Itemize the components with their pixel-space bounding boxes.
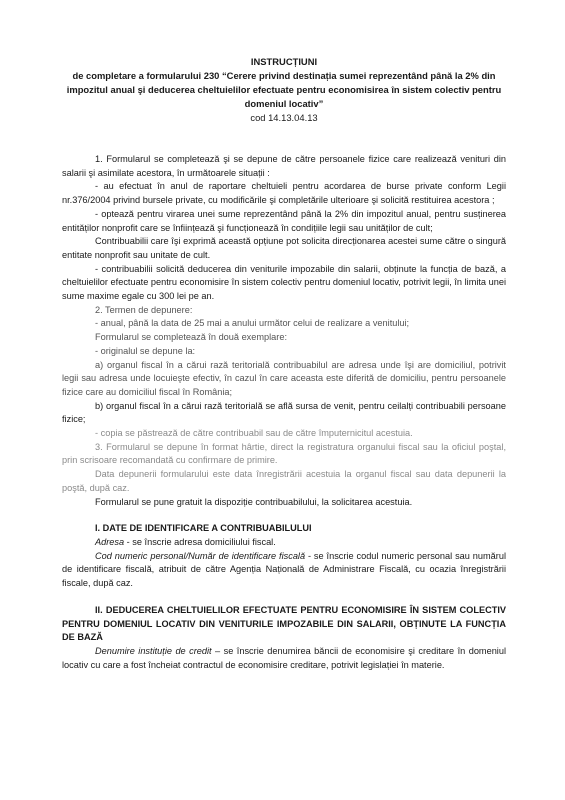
paragraph-anual: - anual, până la data de 25 mai a anului următor celui de realizare a venitului;: [95, 318, 410, 329]
paragraph-data-depunerii: Data depunerii formularului este data înregistrării acestuia la organul fiscal sau data depunerii la poştă, după caz.: [62, 469, 506, 493]
document-subtitle: de completare a formularului 230 “Cerere privind destinația sumei reprezentând până la 2% din impozitul anual şi deducerea cheltuielilor efectuate pentru economisirea în sistem colectiv pentru domeniul locativ”: [66, 70, 502, 109]
paragraph-copia: - copia se păstrează de către contribuabil sau de către împuternicitul acestuia.: [95, 428, 413, 439]
denumire-label: Denumire instituție de credit: [95, 645, 212, 656]
paragraph-organ-a: a) organul fiscal în a cărui rază teritorială contribuabilul are adresa unde îşi are domiciliul, potrivit legii sau adresa unde locuieşte efectiv, în cazul în care aceasta este diferită de domiciliu, pentru persoanele fizice care au domiciliul fiscal în România;: [62, 359, 506, 397]
cod-text: - se înscrie codul numeric personal sau numărul de identificare fiscală, atribuit de către Agenția Națională de Administrare Fiscală, cu ocazia înregistrării fiscale, după caz.: [62, 550, 506, 589]
adresa-text: - se înscrie adresa domiciliului fiscal.: [124, 536, 276, 547]
adresa-label: Adresa: [95, 536, 125, 547]
paragraph-termen: 2. Termen de depunere:: [95, 304, 193, 315]
paragraph-format: 3. Formularul se depune în format hârtie, direct la registratura organului fiscal sau la oficiul poştal, prin scrisoare recomandată cu confirmare de primire.: [62, 441, 506, 466]
section-1-cod: [62, 550, 506, 591]
paragraph-original: - originalul se depune la:: [95, 345, 196, 356]
document-title: INSTRUCȚIUNI: [250, 56, 318, 67]
paragraph-organ-b: b) organul fiscal în a cărui rază teritorială se află sursa de venit, pentru ceilalți contribuabili persoane fizice;: [62, 400, 506, 425]
paragraph-bursele: - au efectuat în anul de raportare cheltuieli pentru acordarea de burse private conform Legii nr.376/2004 privind bursele private, cu modificările şi completările ulterioare şi solicită restituirea acestora ;: [62, 181, 506, 206]
paragraph-deducere: - contribuabilii solicită deducerea din veniturile impozabile din salarii, obținute la funcția de bază, a cheltuielilor efectuate pentru economisire în sistem colectiv pentru domeniul locativ, potrivit legii, în limita unei sume maxime egale cu 300 lei pe an.: [62, 263, 506, 302]
cod-label: Cod numeric personal/Număr de identificare fiscală: [95, 550, 306, 561]
section-2-title: II. DEDUCEREA CHELTUIELILOR EFECTUATE PENTRU ECONOMISIRE ÎN SISTEM COLECTIV PENTRU DOMENIUL LOCATIV DIN VENITURILE IMPOZABILE DIN SALARII, OBȚINUTE LA FUNCȚIA DE BAZĂ: [62, 604, 506, 643]
paragraph-optiune: Contribuabilii care îşi exprimă această opțiune pot solicita direcționarea acestei sume către o singură entitate nonprofit sau unitate de cult.: [62, 236, 506, 260]
form-code: cod 14.13.04.13: [250, 112, 318, 123]
paragraph-2-percent: - optează pentru virarea unei sume reprezentând până la 2% din impozitul anual, pentru susținerea entităților nonprofit care se înființează şi funcționează în condițiile legii sau unităților de cult;: [62, 208, 506, 233]
section-1-title: I. DATE DE IDENTIFICARE A CONTRIBUABILULUI: [95, 523, 312, 534]
paragraph-1: 1. Formularul se completează şi se depune de către persoanele fizice care realizează venituri din salarii şi asimilate acestora, în următoarele situații :: [62, 154, 506, 178]
denumire-text: – se înscrie denumirea băncii de economisire şi creditare în domeniul locativ cu care a fost încheiat contractul de economisire creditare, potrivit legislației în materie.: [62, 645, 506, 670]
paragraph-exemplare: Formularul se completează în două exemplare:: [95, 332, 288, 343]
paragraph-gratuit: Formularul se pune gratuit la dispoziție contribuabilului, la solicitarea acestuia.: [95, 496, 413, 507]
section-2-denumire: [62, 645, 506, 672]
document-body: [62, 153, 506, 672]
section-1-adresa: [62, 536, 506, 550]
